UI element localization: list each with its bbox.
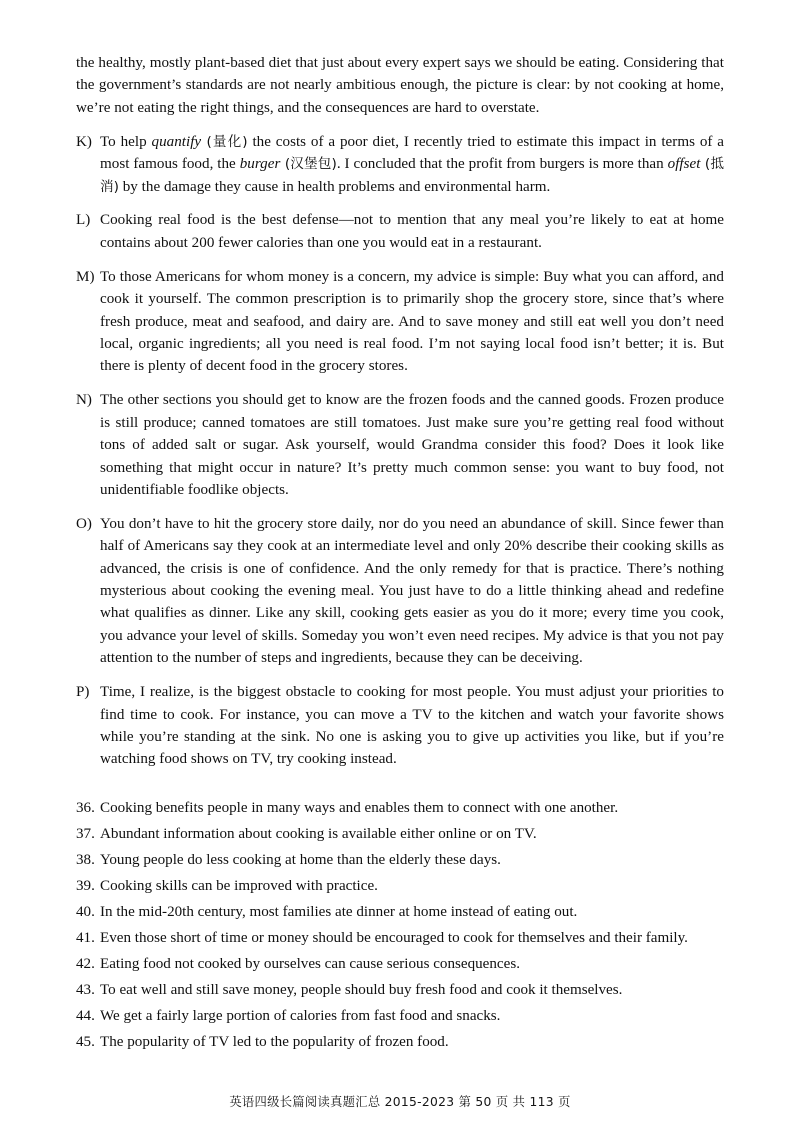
question-text: Eating food not cooked by ourselves can cause serious consequences. <box>100 955 520 972</box>
question-number: 45. <box>76 1033 95 1050</box>
question-text: To eat well and still save money, people should buy fresh food and cook it themselves. <box>100 981 623 998</box>
text-run: the costs of a poor diet, I recently tried to estimate this impact in terms of a most famous food, the <box>100 133 724 173</box>
question-item-37[interactable] <box>76 823 724 845</box>
question-number: 37. <box>76 825 95 842</box>
paragraph-label-P: P) <box>76 684 90 701</box>
text-run: by the damage they cause in health problems and environmental harm. <box>118 178 551 195</box>
paragraph-text: To those Americans for whom money is a concern, my advice is simple: Buy what you can afford, and cook it yourself. The common prescription is to primarily shop the grocery store, since that’s where fresh produce, meat and seafood, and dairy are. And to save money and still eat well you don’t need local, organic ingredients; all you need is real food. I’m not saying local food isn’t better; it is. But there is plenty of decent food in the grocery stores. <box>100 268 724 375</box>
question-item-36[interactable] <box>76 797 724 819</box>
paragraph-continuation <box>76 52 724 119</box>
question-text: Cooking skills can be improved with practice. <box>100 877 378 894</box>
question-item-45[interactable] <box>76 1031 724 1053</box>
question-item-39[interactable] <box>76 875 724 897</box>
italic-term-burger: burger <box>239 156 281 173</box>
question-text: In the mid-20th century, most families ate dinner at home instead of eating out. <box>100 903 578 920</box>
question-number: 39. <box>76 877 95 894</box>
paragraph-L <box>76 209 724 254</box>
chinese-gloss-offset: (抵消) <box>100 156 724 195</box>
text-run: To help <box>100 133 152 150</box>
question-number: 36. <box>76 799 95 816</box>
italic-term-offset: offset <box>667 156 701 173</box>
page-footer <box>0 1092 800 1110</box>
paragraph-M <box>76 266 724 378</box>
question-item-42[interactable] <box>76 953 724 975</box>
paragraph-label-K: K) <box>76 133 92 150</box>
question-number: 42. <box>76 955 95 972</box>
question-number: 40. <box>76 903 95 920</box>
question-text: The popularity of TV led to the popularity of frozen food. <box>100 1033 449 1050</box>
paragraph-label-N: N) <box>76 392 92 409</box>
footer-text: 英语四级长篇阅读真题汇总 2015-2023 第 50 页 共 113 页 <box>229 1095 571 1109</box>
paragraph-label-O: O) <box>76 515 92 532</box>
text-run: . I concluded that the profit from burgers is more than <box>336 156 668 173</box>
question-item-43[interactable] <box>76 979 724 1001</box>
question-number: 38. <box>76 851 95 868</box>
paragraph-O <box>76 513 724 670</box>
paragraph-K <box>76 131 724 198</box>
paragraph-text: the healthy, mostly plant-based diet that just about every expert says we should be eating. Considering that the government’s standards are not nearly ambitious enough, the picture is clear: by not cooking at home, we’re not eating the right things, and the consequences are hard to overstate. <box>76 55 724 116</box>
paragraph-text: Cooking real food is the best defense—not to mention that any meal you’re likely to eat at home contains about 200 fewer calories than one you would eat in a restaurant. <box>100 212 724 251</box>
paragraph-N <box>76 389 724 501</box>
question-number: 41. <box>76 929 95 946</box>
paragraph-text: Time, I realize, is the biggest obstacle to cooking for most people. You must adjust your priorities to find time to cook. For instance, you can move a TV to the kitchen and watch your favorite shows while you’re standing at the sink. No one is asking you to give up activities you like, but if you’re watching food shows on TV, try cooking instead. <box>100 684 724 768</box>
page-body <box>76 52 724 1057</box>
italic-term-quantify: quantify <box>151 133 202 150</box>
question-number: 44. <box>76 1007 95 1024</box>
question-item-44[interactable] <box>76 1005 724 1027</box>
question-text: Cooking benefits people in many ways and enables them to connect with one another. <box>100 799 619 816</box>
paragraph-text: You don’t have to hit the grocery store daily, nor do you need an abundance of skill. Since fewer than half of Americans say they cook at an intermediate level and only 20% describe their cooking skills as advanced, the crisis is one of confidence. And the only remedy for that is practice. There’s nothing mysterious about cooking the evening meal. You just have to do a little thinking ahead and redefine what qualifies as dinner. Like any skill, cooking gets easier as you do it more; every time you cook, you advance your level of skills. Someday you won’t even need recipes. My advice is that you not pay attention to the number of steps and ingredients, because they can be deceiving. <box>100 515 724 667</box>
chinese-gloss-burger: (汉堡包) <box>280 156 337 173</box>
question-number: 43. <box>76 981 95 998</box>
question-text: Abundant information about cooking is available either online or on TV. <box>100 825 537 842</box>
paragraph-text: The other sections you should get to know are the frozen foods and the canned goods. Frozen produce is still produce; canned tomatoes are still tomatoes. Just make sure you’re getting real food without tons of added salt or sugar. Ask yourself, would Grandma consider this food? Does it look like something that might occur in nature? It’s pretty much common sense: you want to buy food, not unidentifiable foodlike objects. <box>100 392 724 498</box>
question-text: Even those short of time or money should be encouraged to cook for themselves and their family. <box>100 929 688 946</box>
question-text: Young people do less cooking at home than the elderly these days. <box>100 851 501 868</box>
question-item-40[interactable] <box>76 901 724 923</box>
paragraph-label-M: M) <box>76 268 95 285</box>
question-item-38[interactable] <box>76 849 724 871</box>
question-list <box>76 797 724 1053</box>
chinese-gloss-quantify: (量化) <box>201 133 248 150</box>
paragraph-P <box>76 681 724 771</box>
question-item-41[interactable] <box>76 927 724 949</box>
question-text: We get a fairly large portion of calories from fast food and snacks. <box>100 1007 501 1024</box>
paragraph-label-L: L) <box>76 212 91 229</box>
paragraph-text <box>100 131 724 198</box>
